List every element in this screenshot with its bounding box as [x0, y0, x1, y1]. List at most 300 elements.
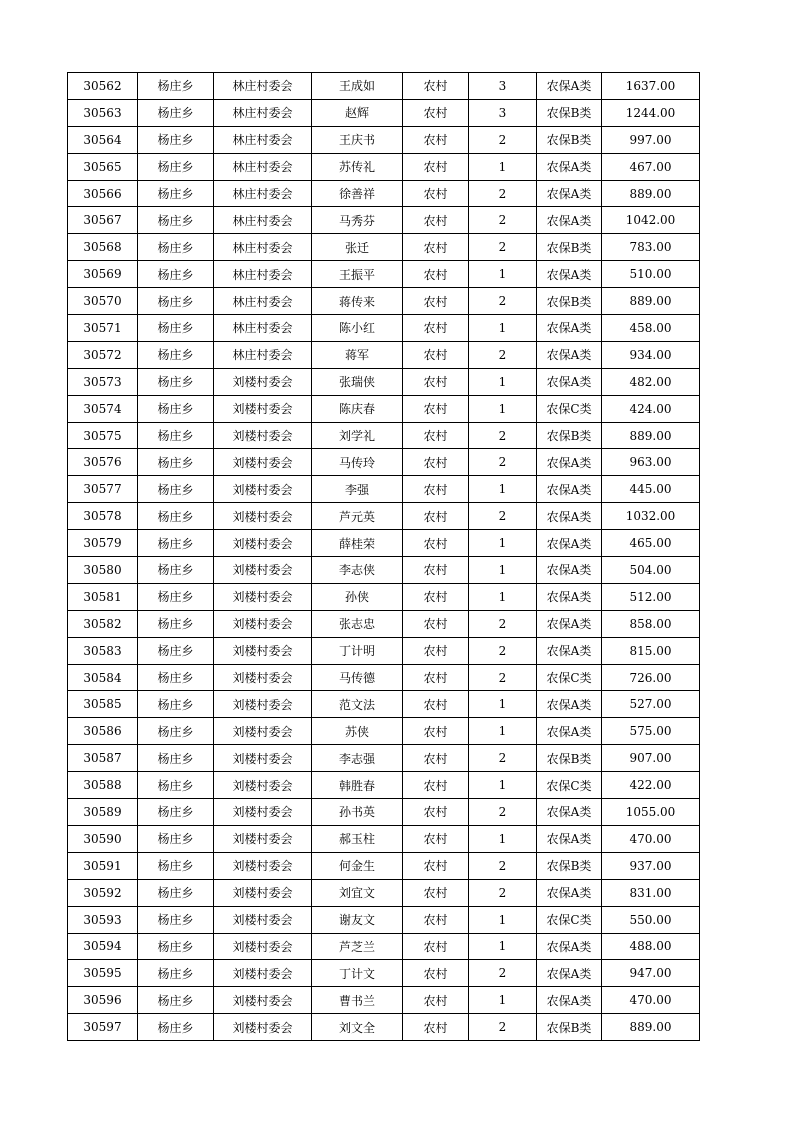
record-id-cell: 30574 — [68, 395, 138, 422]
person-name-cell: 苏传礼 — [312, 153, 403, 180]
household-type-cell: 农村 — [403, 933, 469, 960]
table-row — [68, 73, 700, 100]
village-committee-cell: 刘楼村委会 — [214, 422, 312, 449]
amount-cell: 997.00 — [602, 126, 700, 153]
amount-cell: 465.00 — [602, 530, 700, 557]
member-count-cell: 1 — [469, 906, 537, 933]
table-row — [68, 261, 700, 288]
household-type-cell: 农村 — [403, 207, 469, 234]
table-row — [68, 449, 700, 476]
person-name-cell: 刘学礼 — [312, 422, 403, 449]
village-committee-cell: 刘楼村委会 — [214, 879, 312, 906]
person-name-cell: 王庆书 — [312, 126, 403, 153]
township-cell: 杨庄乡 — [138, 745, 214, 772]
township-cell: 杨庄乡 — [138, 503, 214, 530]
household-type-cell: 农村 — [403, 341, 469, 368]
person-name-cell: 何金生 — [312, 852, 403, 879]
amount-cell: 726.00 — [602, 664, 700, 691]
amount-cell: 934.00 — [602, 341, 700, 368]
township-cell: 杨庄乡 — [138, 879, 214, 906]
insurance-category-cell: 农保A类 — [537, 557, 602, 584]
insurance-category-cell: 农保A类 — [537, 153, 602, 180]
insurance-category-cell: 农保B类 — [537, 852, 602, 879]
township-cell: 杨庄乡 — [138, 691, 214, 718]
member-count-cell: 2 — [469, 126, 537, 153]
person-name-cell: 曹书兰 — [312, 987, 403, 1014]
person-name-cell: 范文法 — [312, 691, 403, 718]
amount-cell: 963.00 — [602, 449, 700, 476]
amount-cell: 783.00 — [602, 234, 700, 261]
person-name-cell: 张瑞侠 — [312, 368, 403, 395]
record-id-cell: 30575 — [68, 422, 138, 449]
member-count-cell: 2 — [469, 288, 537, 315]
table-row — [68, 341, 700, 368]
table-row — [68, 610, 700, 637]
person-name-cell: 苏侠 — [312, 718, 403, 745]
table-row — [68, 530, 700, 557]
member-count-cell: 2 — [469, 207, 537, 234]
amount-cell: 1042.00 — [602, 207, 700, 234]
township-cell: 杨庄乡 — [138, 99, 214, 126]
village-committee-cell: 刘楼村委会 — [214, 476, 312, 503]
record-id-cell: 30584 — [68, 664, 138, 691]
record-id-cell: 30573 — [68, 368, 138, 395]
table-row — [68, 906, 700, 933]
insurance-category-cell: 农保A类 — [537, 637, 602, 664]
member-count-cell: 1 — [469, 153, 537, 180]
table-row — [68, 288, 700, 315]
insurance-category-cell: 农保A类 — [537, 799, 602, 826]
person-name-cell: 郝玉柱 — [312, 825, 403, 852]
member-count-cell: 2 — [469, 341, 537, 368]
amount-cell: 889.00 — [602, 1014, 700, 1041]
member-count-cell: 1 — [469, 825, 537, 852]
village-committee-cell: 刘楼村委会 — [214, 395, 312, 422]
village-committee-cell: 林庄村委会 — [214, 99, 312, 126]
township-cell: 杨庄乡 — [138, 126, 214, 153]
table-row — [68, 557, 700, 584]
household-type-cell: 农村 — [403, 261, 469, 288]
person-name-cell: 马传玲 — [312, 449, 403, 476]
member-count-cell: 1 — [469, 315, 537, 342]
village-committee-cell: 刘楼村委会 — [214, 825, 312, 852]
person-name-cell: 刘宜文 — [312, 879, 403, 906]
table-row — [68, 315, 700, 342]
insurance-category-cell: 农保A类 — [537, 610, 602, 637]
household-type-cell: 农村 — [403, 1014, 469, 1041]
record-id-cell: 30570 — [68, 288, 138, 315]
household-type-cell: 农村 — [403, 637, 469, 664]
table-row — [68, 583, 700, 610]
village-committee-cell: 刘楼村委会 — [214, 503, 312, 530]
member-count-cell: 3 — [469, 73, 537, 100]
amount-cell: 445.00 — [602, 476, 700, 503]
member-count-cell: 1 — [469, 718, 537, 745]
record-id-cell: 30587 — [68, 745, 138, 772]
person-name-cell: 张志忠 — [312, 610, 403, 637]
insurance-category-cell: 农保B类 — [537, 234, 602, 261]
village-committee-cell: 刘楼村委会 — [214, 987, 312, 1014]
household-type-cell: 农村 — [403, 449, 469, 476]
amount-cell: 889.00 — [602, 288, 700, 315]
record-id-cell: 30565 — [68, 153, 138, 180]
member-count-cell: 1 — [469, 530, 537, 557]
household-type-cell: 农村 — [403, 126, 469, 153]
person-name-cell: 刘文全 — [312, 1014, 403, 1041]
person-name-cell: 芦芝兰 — [312, 933, 403, 960]
amount-cell: 947.00 — [602, 960, 700, 987]
household-type-cell: 农村 — [403, 718, 469, 745]
insurance-category-cell: 农保C类 — [537, 395, 602, 422]
amount-cell: 510.00 — [602, 261, 700, 288]
village-committee-cell: 刘楼村委会 — [214, 449, 312, 476]
household-type-cell: 农村 — [403, 664, 469, 691]
village-committee-cell: 林庄村委会 — [214, 261, 312, 288]
record-id-cell: 30593 — [68, 906, 138, 933]
amount-cell: 889.00 — [602, 180, 700, 207]
insurance-category-cell: 农保A类 — [537, 341, 602, 368]
member-count-cell: 1 — [469, 395, 537, 422]
township-cell: 杨庄乡 — [138, 852, 214, 879]
record-id-cell: 30594 — [68, 933, 138, 960]
village-committee-cell: 刘楼村委会 — [214, 772, 312, 799]
village-committee-cell: 林庄村委会 — [214, 288, 312, 315]
household-type-cell: 农村 — [403, 987, 469, 1014]
township-cell: 杨庄乡 — [138, 207, 214, 234]
village-committee-cell: 林庄村委会 — [214, 73, 312, 100]
amount-cell: 1244.00 — [602, 99, 700, 126]
person-name-cell: 王振平 — [312, 261, 403, 288]
member-count-cell: 2 — [469, 745, 537, 772]
record-id-cell: 30590 — [68, 825, 138, 852]
table-row — [68, 1014, 700, 1041]
member-count-cell: 2 — [469, 503, 537, 530]
household-type-cell: 农村 — [403, 772, 469, 799]
amount-cell: 858.00 — [602, 610, 700, 637]
village-committee-cell: 刘楼村委会 — [214, 664, 312, 691]
village-committee-cell: 刘楼村委会 — [214, 583, 312, 610]
record-id-cell: 30572 — [68, 341, 138, 368]
insurance-category-cell: 农保B类 — [537, 288, 602, 315]
village-committee-cell: 刘楼村委会 — [214, 718, 312, 745]
insurance-category-cell: 农保A类 — [537, 207, 602, 234]
record-id-cell: 30583 — [68, 637, 138, 664]
person-name-cell: 张迁 — [312, 234, 403, 261]
township-cell: 杨庄乡 — [138, 772, 214, 799]
household-type-cell: 农村 — [403, 73, 469, 100]
record-id-cell: 30588 — [68, 772, 138, 799]
township-cell: 杨庄乡 — [138, 987, 214, 1014]
household-type-cell: 农村 — [403, 395, 469, 422]
person-name-cell: 薛桂荣 — [312, 530, 403, 557]
table-row — [68, 368, 700, 395]
table-row — [68, 799, 700, 826]
township-cell: 杨庄乡 — [138, 288, 214, 315]
record-id-cell: 30569 — [68, 261, 138, 288]
insurance-category-cell: 农保A类 — [537, 503, 602, 530]
member-count-cell: 2 — [469, 852, 537, 879]
member-count-cell: 2 — [469, 610, 537, 637]
township-cell: 杨庄乡 — [138, 530, 214, 557]
member-count-cell: 1 — [469, 261, 537, 288]
person-name-cell: 李志强 — [312, 745, 403, 772]
insurance-category-cell: 农保A类 — [537, 368, 602, 395]
village-committee-cell: 刘楼村委会 — [214, 557, 312, 584]
member-count-cell: 1 — [469, 691, 537, 718]
table-row — [68, 99, 700, 126]
records-table-body — [68, 73, 700, 1041]
amount-cell: 937.00 — [602, 852, 700, 879]
member-count-cell: 2 — [469, 422, 537, 449]
village-committee-cell: 林庄村委会 — [214, 234, 312, 261]
amount-cell: 422.00 — [602, 772, 700, 799]
village-committee-cell: 林庄村委会 — [214, 207, 312, 234]
township-cell: 杨庄乡 — [138, 315, 214, 342]
township-cell: 杨庄乡 — [138, 557, 214, 584]
table-row — [68, 718, 700, 745]
village-committee-cell: 刘楼村委会 — [214, 799, 312, 826]
insurance-category-cell: 农保A类 — [537, 718, 602, 745]
record-id-cell: 30596 — [68, 987, 138, 1014]
township-cell: 杨庄乡 — [138, 637, 214, 664]
records-table — [67, 72, 700, 1041]
township-cell: 杨庄乡 — [138, 583, 214, 610]
household-type-cell: 农村 — [403, 503, 469, 530]
record-id-cell: 30571 — [68, 315, 138, 342]
township-cell: 杨庄乡 — [138, 180, 214, 207]
record-id-cell: 30564 — [68, 126, 138, 153]
person-name-cell: 陈小红 — [312, 315, 403, 342]
person-name-cell: 蒋军 — [312, 341, 403, 368]
household-type-cell: 农村 — [403, 315, 469, 342]
record-id-cell: 30595 — [68, 960, 138, 987]
person-name-cell: 芦元英 — [312, 503, 403, 530]
amount-cell: 482.00 — [602, 368, 700, 395]
township-cell: 杨庄乡 — [138, 476, 214, 503]
insurance-category-cell: 农保A类 — [537, 583, 602, 610]
village-committee-cell: 林庄村委会 — [214, 126, 312, 153]
person-name-cell: 马秀芬 — [312, 207, 403, 234]
insurance-category-cell: 农保B类 — [537, 99, 602, 126]
township-cell: 杨庄乡 — [138, 422, 214, 449]
insurance-category-cell: 农保C类 — [537, 906, 602, 933]
township-cell: 杨庄乡 — [138, 960, 214, 987]
record-id-cell: 30563 — [68, 99, 138, 126]
insurance-category-cell: 农保A类 — [537, 879, 602, 906]
person-name-cell: 蒋传来 — [312, 288, 403, 315]
amount-cell: 907.00 — [602, 745, 700, 772]
township-cell: 杨庄乡 — [138, 664, 214, 691]
amount-cell: 470.00 — [602, 825, 700, 852]
member-count-cell: 2 — [469, 879, 537, 906]
record-id-cell: 30589 — [68, 799, 138, 826]
table-row — [68, 879, 700, 906]
village-committee-cell: 刘楼村委会 — [214, 1014, 312, 1041]
table-row — [68, 180, 700, 207]
member-count-cell: 2 — [469, 449, 537, 476]
township-cell: 杨庄乡 — [138, 449, 214, 476]
township-cell: 杨庄乡 — [138, 906, 214, 933]
member-count-cell: 3 — [469, 99, 537, 126]
record-id-cell: 30581 — [68, 583, 138, 610]
insurance-category-cell: 农保A类 — [537, 530, 602, 557]
township-cell: 杨庄乡 — [138, 825, 214, 852]
amount-cell: 575.00 — [602, 718, 700, 745]
member-count-cell: 2 — [469, 637, 537, 664]
amount-cell: 815.00 — [602, 637, 700, 664]
village-committee-cell: 刘楼村委会 — [214, 691, 312, 718]
household-type-cell: 农村 — [403, 610, 469, 637]
record-id-cell: 30562 — [68, 73, 138, 100]
table-row — [68, 691, 700, 718]
member-count-cell: 2 — [469, 799, 537, 826]
village-committee-cell: 刘楼村委会 — [214, 852, 312, 879]
table-row — [68, 987, 700, 1014]
member-count-cell: 1 — [469, 368, 537, 395]
member-count-cell: 2 — [469, 960, 537, 987]
village-committee-cell: 林庄村委会 — [214, 153, 312, 180]
record-id-cell: 30597 — [68, 1014, 138, 1041]
household-type-cell: 农村 — [403, 906, 469, 933]
person-name-cell: 韩胜春 — [312, 772, 403, 799]
township-cell: 杨庄乡 — [138, 234, 214, 261]
household-type-cell: 农村 — [403, 879, 469, 906]
amount-cell: 470.00 — [602, 987, 700, 1014]
record-id-cell: 30592 — [68, 879, 138, 906]
village-committee-cell: 刘楼村委会 — [214, 530, 312, 557]
amount-cell: 550.00 — [602, 906, 700, 933]
amount-cell: 512.00 — [602, 583, 700, 610]
record-id-cell: 30585 — [68, 691, 138, 718]
household-type-cell: 农村 — [403, 557, 469, 584]
insurance-category-cell: 农保A类 — [537, 691, 602, 718]
household-type-cell: 农村 — [403, 745, 469, 772]
insurance-category-cell: 农保A类 — [537, 476, 602, 503]
amount-cell: 889.00 — [602, 422, 700, 449]
amount-cell: 424.00 — [602, 395, 700, 422]
person-name-cell: 王成如 — [312, 73, 403, 100]
village-committee-cell: 刘楼村委会 — [214, 933, 312, 960]
table-row — [68, 933, 700, 960]
insurance-category-cell: 农保A类 — [537, 933, 602, 960]
village-committee-cell: 刘楼村委会 — [214, 368, 312, 395]
insurance-category-cell: 农保B类 — [537, 422, 602, 449]
household-type-cell: 农村 — [403, 99, 469, 126]
insurance-category-cell: 农保A类 — [537, 825, 602, 852]
household-type-cell: 农村 — [403, 234, 469, 261]
amount-cell: 458.00 — [602, 315, 700, 342]
household-type-cell: 农村 — [403, 153, 469, 180]
insurance-category-cell: 农保A类 — [537, 315, 602, 342]
table-row — [68, 637, 700, 664]
insurance-category-cell: 农保A类 — [537, 73, 602, 100]
member-count-cell: 1 — [469, 933, 537, 960]
township-cell: 杨庄乡 — [138, 610, 214, 637]
insurance-category-cell: 农保C类 — [537, 664, 602, 691]
table-row — [68, 745, 700, 772]
amount-cell: 488.00 — [602, 933, 700, 960]
township-cell: 杨庄乡 — [138, 933, 214, 960]
insurance-category-cell: 农保C类 — [537, 772, 602, 799]
village-committee-cell: 刘楼村委会 — [214, 610, 312, 637]
person-name-cell: 孙书英 — [312, 799, 403, 826]
township-cell: 杨庄乡 — [138, 73, 214, 100]
township-cell: 杨庄乡 — [138, 718, 214, 745]
record-id-cell: 30567 — [68, 207, 138, 234]
member-count-cell: 1 — [469, 583, 537, 610]
record-id-cell: 30586 — [68, 718, 138, 745]
amount-cell: 504.00 — [602, 557, 700, 584]
table-row — [68, 395, 700, 422]
household-type-cell: 农村 — [403, 691, 469, 718]
person-name-cell: 赵辉 — [312, 99, 403, 126]
insurance-category-cell: 农保B类 — [537, 126, 602, 153]
household-type-cell: 农村 — [403, 180, 469, 207]
table-row — [68, 422, 700, 449]
insurance-category-cell: 农保B类 — [537, 1014, 602, 1041]
township-cell: 杨庄乡 — [138, 368, 214, 395]
person-name-cell: 陈庆春 — [312, 395, 403, 422]
record-id-cell: 30579 — [68, 530, 138, 557]
insurance-category-cell: 农保B类 — [537, 745, 602, 772]
table-row — [68, 772, 700, 799]
record-id-cell: 30576 — [68, 449, 138, 476]
person-name-cell: 李强 — [312, 476, 403, 503]
person-name-cell: 孙侠 — [312, 583, 403, 610]
amount-cell: 527.00 — [602, 691, 700, 718]
member-count-cell: 2 — [469, 664, 537, 691]
household-type-cell: 农村 — [403, 530, 469, 557]
record-id-cell: 30580 — [68, 557, 138, 584]
table-row — [68, 960, 700, 987]
table-row — [68, 207, 700, 234]
member-count-cell: 1 — [469, 987, 537, 1014]
household-type-cell: 农村 — [403, 583, 469, 610]
village-committee-cell: 林庄村委会 — [214, 315, 312, 342]
table-row — [68, 825, 700, 852]
table-row — [68, 503, 700, 530]
village-committee-cell: 林庄村委会 — [214, 341, 312, 368]
household-type-cell: 农村 — [403, 852, 469, 879]
member-count-cell: 1 — [469, 476, 537, 503]
person-name-cell: 谢友文 — [312, 906, 403, 933]
village-committee-cell: 林庄村委会 — [214, 180, 312, 207]
record-id-cell: 30578 — [68, 503, 138, 530]
insurance-category-cell: 农保A类 — [537, 987, 602, 1014]
amount-cell: 1032.00 — [602, 503, 700, 530]
member-count-cell: 2 — [469, 180, 537, 207]
amount-cell: 1055.00 — [602, 799, 700, 826]
township-cell: 杨庄乡 — [138, 395, 214, 422]
member-count-cell: 2 — [469, 234, 537, 261]
household-type-cell: 农村 — [403, 368, 469, 395]
table-row — [68, 476, 700, 503]
township-cell: 杨庄乡 — [138, 153, 214, 180]
township-cell: 杨庄乡 — [138, 341, 214, 368]
township-cell: 杨庄乡 — [138, 1014, 214, 1041]
member-count-cell: 1 — [469, 557, 537, 584]
member-count-cell: 1 — [469, 772, 537, 799]
insurance-category-cell: 农保A类 — [537, 261, 602, 288]
table-row — [68, 664, 700, 691]
table-row — [68, 234, 700, 261]
table-row — [68, 153, 700, 180]
record-id-cell: 30566 — [68, 180, 138, 207]
record-id-cell: 30582 — [68, 610, 138, 637]
household-type-cell: 农村 — [403, 799, 469, 826]
village-committee-cell: 刘楼村委会 — [214, 745, 312, 772]
household-type-cell: 农村 — [403, 476, 469, 503]
